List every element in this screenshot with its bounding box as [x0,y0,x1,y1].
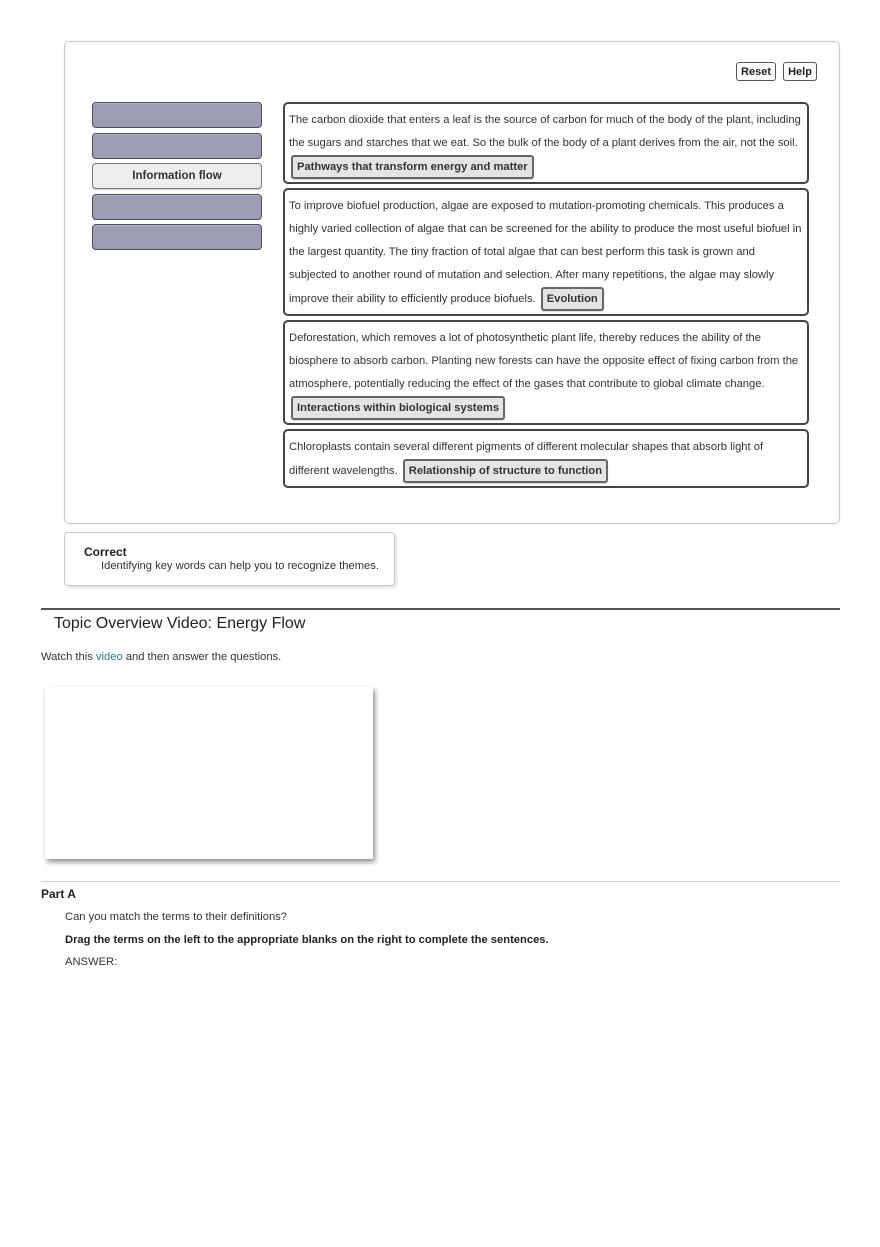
help-button[interactable]: Help [783,62,817,81]
instruction-text: Drag the terms on the left to the appropriate blanks on the right to complete the sentences. [65,934,549,946]
section-title: Topic Overview Video: Energy Flow [54,615,306,632]
placed-term[interactable]: Evolution [541,287,604,311]
video-link[interactable]: video [95,651,123,663]
watch-suffix: and then answer the questions. [122,651,282,663]
feedback-box [64,532,395,586]
sentence-box [283,188,809,316]
part-divider [41,881,840,882]
term-bank [92,102,262,255]
answer-label: ANSWER: [65,956,118,968]
section-divider [41,608,840,610]
matching-activity-panel [64,41,840,524]
empty-term-slot [92,102,262,128]
sentence-box [283,429,809,488]
watch-prefix: Watch this [41,651,96,663]
feedback-message: Identifying key words can help you to recognize themes. [101,560,379,572]
sentence-box [283,320,809,425]
empty-term-slot [92,133,262,159]
term-information-flow[interactable]: Information flow [92,163,262,189]
empty-term-slot [92,194,262,220]
sentence-box [283,102,809,184]
sentence-text: Deforestation, which removes a lot of photosynthetic plant life, thereby reduces the ability of the biosphere to absorb carbon. Planting new forests can have the opposite effect of fixing carbon from the atmosphere, potentially reducing the effect of the gases that contribute to global climate change. [289,332,799,390]
sentence-list [283,102,809,492]
watch-instruction [41,651,281,663]
sentence-text: To improve biofuel production, algae are exposed to mutation-promoting chemicals. This produces a highly varied collection of algae that can be screened for the ability to produce the most useful biofuel in the largest quantity. The tiny fraction of total algae that can best perform this task is grown and subjected to another round of mutation and selection. After many repetitions, the algae may slowly improve their ability to efficiently produce biofuels. [289,200,802,305]
placed-term[interactable]: Relationship of structure to function [403,459,608,483]
placed-term[interactable]: Pathways that transform energy and matter [291,155,534,179]
placed-term[interactable]: Interactions within biological systems [291,396,505,420]
feedback-title: Correct [84,545,127,559]
question-text: Can you match the terms to their definitions? [65,911,287,923]
sentence-text: The carbon dioxide that enters a leaf is the source of carbon for much of the body of the plant, including the sugars and starches that we eat. So the bulk of the body of a plant derives from the air, not the soil. [289,114,801,149]
empty-term-slot [92,224,262,250]
video-player[interactable] [45,687,373,859]
sentence-text: Chloroplasts contain several different pigments of different molecular shapes that absorb light of different wavelengths. [289,441,764,477]
part-label: Part A [41,887,76,901]
reset-button[interactable]: Reset [736,62,776,81]
